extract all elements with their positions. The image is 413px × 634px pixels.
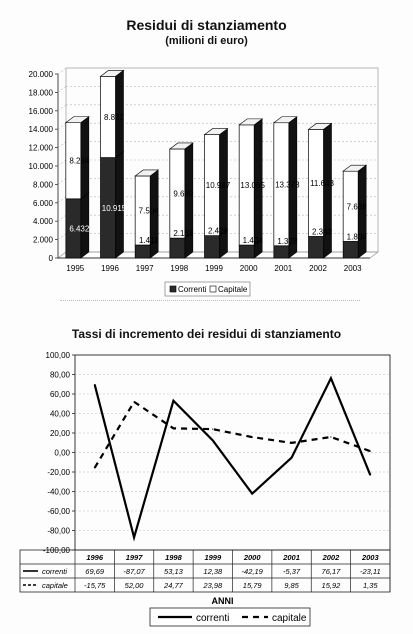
y-tick-label: 0,00 xyxy=(54,448,70,458)
data-label-capitale: 10.987 xyxy=(205,181,231,191)
x-tick-label: 2002 xyxy=(309,264,327,273)
legend-label-correnti: Correnti xyxy=(178,285,207,294)
y-tick-label: 10.000 xyxy=(28,162,53,171)
table-cell: -23,11 xyxy=(359,567,381,576)
series-point-correnti xyxy=(173,400,174,401)
data-label-capitale: 8.832 xyxy=(103,112,125,122)
x-tick-label: 1995 xyxy=(66,264,85,273)
table-cell: 24,77 xyxy=(164,581,183,590)
y-tick-label: 0 xyxy=(48,254,53,263)
table-cell: 23,98 xyxy=(203,581,223,590)
data-label-capitale: 8.284 xyxy=(69,156,90,166)
table-header-cell: 2000 xyxy=(243,553,261,562)
y-tick-label: -80,00 xyxy=(47,526,70,536)
data-label-capitale: 7.504 xyxy=(138,206,159,216)
y-tick-label: -20,00 xyxy=(47,468,70,477)
x-axis-label: ANNI xyxy=(211,596,234,606)
data-label-correnti: 10.915 xyxy=(101,203,127,213)
series-point-correnti xyxy=(252,493,253,494)
y-tick-label: 80,00 xyxy=(49,370,70,380)
y-tick-label: -100,00 xyxy=(42,546,70,555)
table-header-cell: 2001 xyxy=(283,553,300,562)
line-chart-title: Tassi di incremento dei residui di stanziamento xyxy=(71,327,342,341)
series-point-correnti xyxy=(370,474,371,475)
y-tick-label: 14.000 xyxy=(28,125,53,135)
y-tick-label: 6.000 xyxy=(32,198,53,208)
x-tick-label: 1998 xyxy=(170,264,189,273)
series-point-correnti xyxy=(291,457,292,458)
bar-chart-title: Residui di stanziamento xyxy=(126,17,287,33)
table-cell: 15,92 xyxy=(321,581,341,590)
y-tick-label: -60,00 xyxy=(47,507,70,516)
x-tick-label: 2001 xyxy=(274,264,293,273)
data-label-correnti: 2.161 xyxy=(173,229,194,239)
table-cell: 12,38 xyxy=(203,567,223,576)
x-tick-label: 2003 xyxy=(343,264,362,273)
table-header-cell: 1996 xyxy=(86,553,104,562)
y-tick-label: 18.000 xyxy=(28,88,53,98)
series-point-capitale xyxy=(291,442,292,443)
y-tick-label: 100,00 xyxy=(45,351,70,360)
series-point-capitale xyxy=(370,451,371,452)
y-tick-label: 8.000 xyxy=(32,180,53,190)
data-label-capitale: 11.643 xyxy=(310,178,334,188)
data-label-capitale: 9.689 xyxy=(173,189,194,199)
table-cell: 15,79 xyxy=(242,581,262,590)
series-point-correnti xyxy=(330,378,331,379)
x-tick-label: 1996 xyxy=(101,264,119,273)
series-point-correnti xyxy=(94,384,95,385)
series-point-capitale xyxy=(133,401,134,402)
x-tick-label: 1999 xyxy=(205,264,223,273)
table-cell: -87,07 xyxy=(123,567,145,576)
table-cell: -15,75 xyxy=(84,581,106,590)
legend-label-capitale: Capitale xyxy=(218,285,248,294)
data-label-capitale: 7.638 xyxy=(346,202,367,212)
table-row-label: correnti xyxy=(42,567,68,576)
series-point-correnti xyxy=(212,440,213,441)
series-point-capitale xyxy=(173,428,174,429)
data-label-correnti: 6.432 xyxy=(69,224,90,234)
data-label-correnti: 1.800 xyxy=(346,232,367,242)
line-legend xyxy=(150,608,310,626)
table-header-cell: 1998 xyxy=(165,553,182,562)
table-cell: 1,35 xyxy=(363,581,378,590)
series-line-capitale xyxy=(95,402,371,468)
legend-label-correnti: correnti xyxy=(196,613,230,624)
table-header-cell: 2002 xyxy=(322,553,340,562)
table-row-label: capitale xyxy=(42,581,68,590)
data-label-correnti: 2.341 xyxy=(311,227,333,237)
table-cell: -42,19 xyxy=(241,567,263,576)
y-tick-label: 2.000 xyxy=(32,235,53,245)
table-cell: 69,69 xyxy=(85,567,105,576)
series-point-capitale xyxy=(212,429,213,430)
bar-chart-subtitle: (milioni di euro) xyxy=(165,35,248,47)
y-tick-label: 12.000 xyxy=(28,143,53,153)
y-tick-label: -40,00 xyxy=(47,487,70,497)
x-tick-label: 2000 xyxy=(239,264,258,273)
y-tick-label: 20,00 xyxy=(49,429,70,438)
table-header-cell: 1999 xyxy=(204,553,222,562)
legend-label-capitale: capitale xyxy=(272,613,307,624)
table-header-cell: 1997 xyxy=(125,553,143,562)
data-label-capitale: 13.065 xyxy=(240,180,265,190)
series-point-correnti xyxy=(133,537,134,538)
table-cell: 9,85 xyxy=(284,581,299,590)
y-tick-label: 20.000 xyxy=(28,70,53,79)
y-tick-label: 16.000 xyxy=(28,106,53,116)
data-label-correnti: 2.429 xyxy=(207,226,229,236)
table-cell: 52,00 xyxy=(124,581,144,590)
table-cell: 76,17 xyxy=(321,567,341,576)
y-tick-label: 4.000 xyxy=(32,217,53,227)
table-cell: 53,13 xyxy=(164,567,183,576)
data-label-correnti: 1.404 xyxy=(242,236,263,246)
y-tick-label: 40,00 xyxy=(49,409,70,419)
series-point-capitale xyxy=(330,436,331,437)
y-tick-label: 60,00 xyxy=(49,390,70,399)
table-cell: -5,37 xyxy=(283,567,301,576)
x-tick-label: 1997 xyxy=(135,264,154,273)
data-label-correnti: 1.329 xyxy=(277,236,298,246)
series-point-capitale xyxy=(94,467,95,468)
data-label-correnti: 1.411 xyxy=(138,236,159,246)
table-header-cell: 2003 xyxy=(361,553,379,562)
series-point-capitale xyxy=(252,437,253,438)
data-label-capitale: 13.373 xyxy=(275,180,300,190)
